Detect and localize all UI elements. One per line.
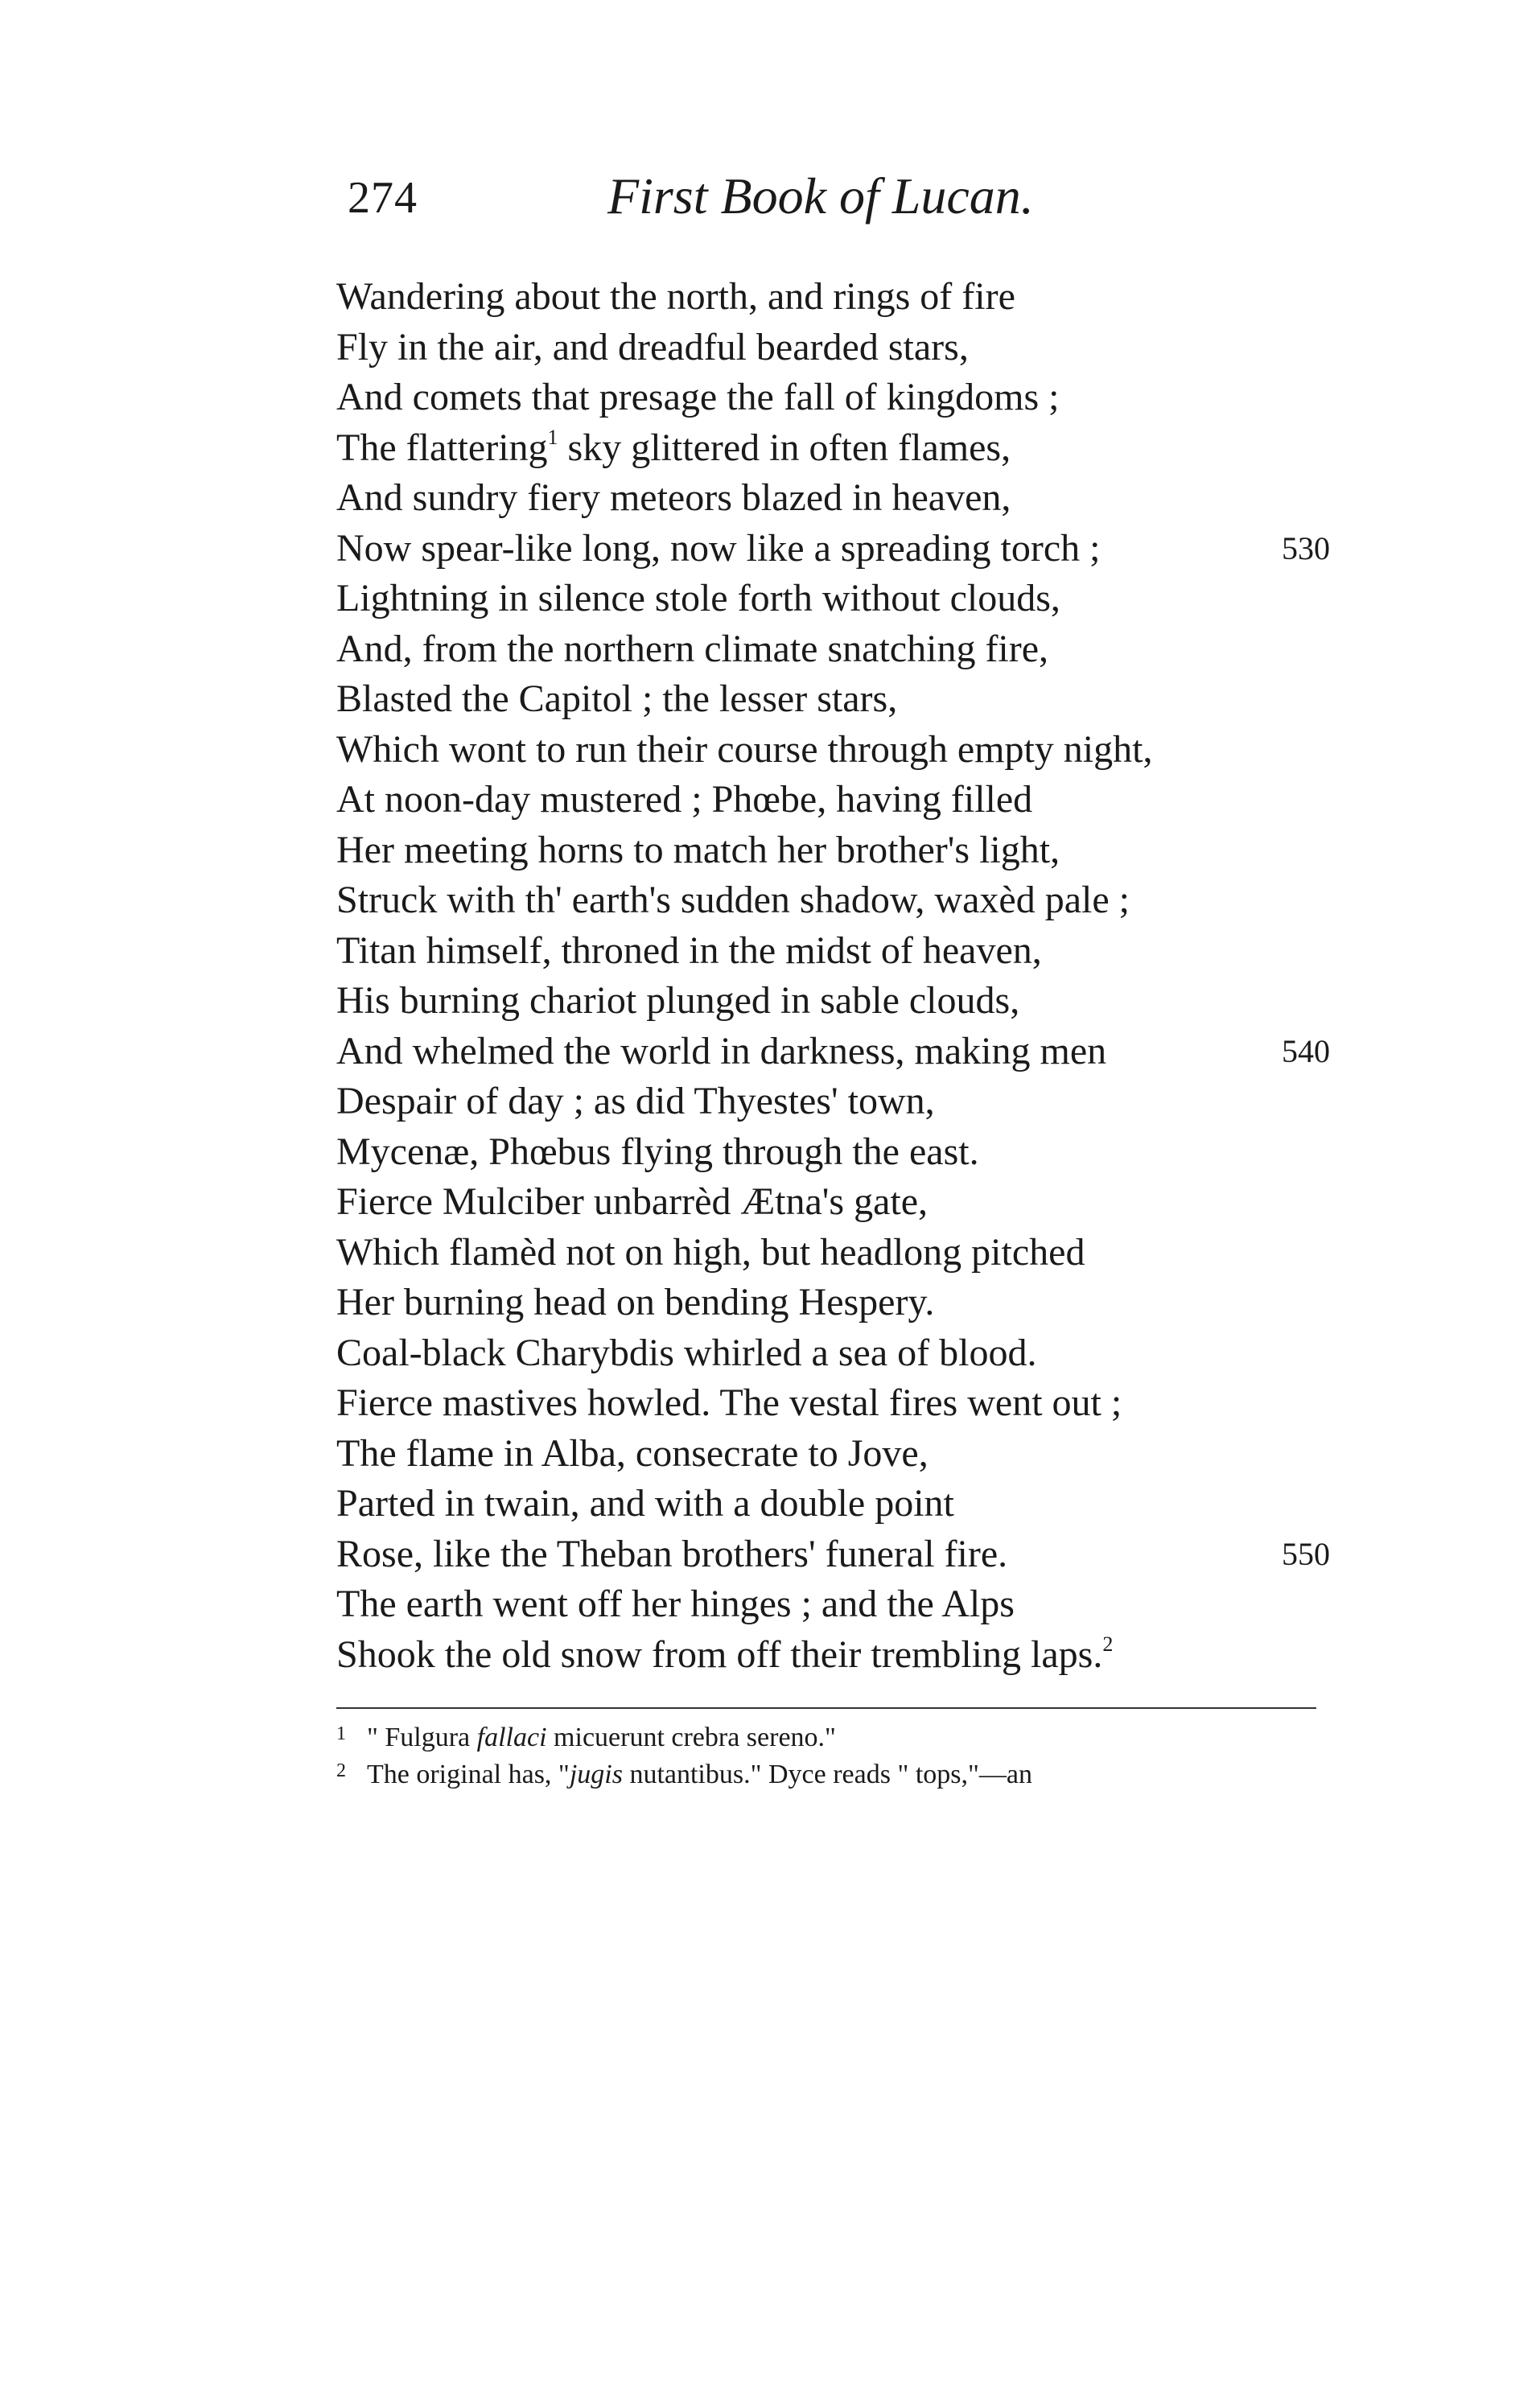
verse-line: Lightning in silence stole forth without clouds,: [336, 577, 1060, 620]
verse-line: Coal-black Charybdis whirled a sea of blood.: [336, 1331, 1037, 1374]
footnote-1: 1 " Fulgura fallaci micuerunt crebra sereno.": [336, 1715, 1326, 1752]
footnote-ref-2: 2: [1102, 1632, 1114, 1656]
verse-line: And sundry fiery meteors blazed in heaven,: [336, 476, 1011, 519]
verse-line: Fierce Mulciber unbarrèd Ætna's gate,: [336, 1180, 929, 1223]
verse-line: His burning chariot plunged in sable clouds,: [336, 979, 1020, 1022]
page-number: 274: [348, 173, 418, 223]
footnotes: [336, 1715, 1326, 1789]
verse-line: And comets that presage the fall of kingdoms ;: [336, 376, 1060, 418]
footnote-2: 2 The original has, "jugis nutantibus." Dyce reads " tops,"—an: [336, 1752, 1326, 1789]
verse-line: Now spear-like long, now like a spreading torch ; 530: [336, 524, 1350, 574]
poem: [336, 272, 1350, 1680]
verse-line: Wandering about the north, and rings of fire: [336, 275, 1015, 318]
verse-line: Mycenæ, Phœbus flying through the east.: [336, 1130, 979, 1173]
line-number: 540: [1282, 1032, 1330, 1069]
footnote-rule: [336, 1707, 1316, 1709]
verse-line: And, from the northern climate snatching fire,: [336, 627, 1049, 670]
verse-line: Which flamèd not on high, but headlong pitched: [336, 1230, 1085, 1274]
verse-line: Blasted the Capitol ; the lesser stars,: [336, 677, 898, 720]
verse-line: Struck with th' earth's sudden shadow, waxèd pale ;: [336, 879, 1130, 921]
verse-line: Fly in the air, and dreadful bearded stars,: [336, 325, 969, 368]
verse-line: Parted in twain, and with a double point: [336, 1482, 954, 1525]
footnote-number: 2: [336, 1760, 346, 1781]
verse-line: And whelmed the world in darkness, making men 540: [336, 1027, 1350, 1077]
footnote-number: 1: [336, 1723, 346, 1744]
verse-line: Fierce mastives howled. The vestal fires went out ;: [336, 1381, 1122, 1424]
verse-line: Shook the old snow from off their trembling laps.$^2$: [336, 1632, 1114, 1676]
verse-line: The flame in Alba, consecrate to Jove,: [336, 1431, 929, 1475]
line-number: 550: [1282, 1535, 1330, 1572]
verse-line: The flattering$^1$ sky glittered in often flames,: [336, 425, 1011, 469]
verse-line: Titan himself, throned in the midst of heaven,: [336, 928, 1042, 972]
line-number: 530: [1282, 529, 1330, 566]
verse-line: Rose, like the Theban brothers' funeral fire. 550: [336, 1529, 1350, 1580]
verse-line: Despair of day ; as did Thyestes' town,: [336, 1080, 935, 1122]
verse-line: Her meeting horns to match her brother's light,: [336, 828, 1060, 871]
verse-line: Her burning head on bending Hespery.: [336, 1281, 935, 1323]
footnote-ref-1: 1: [547, 425, 558, 449]
verse-line: Which wont to run their course through empty night,: [336, 727, 1153, 771]
verse-line: The earth went off her hinges ; and the Alps: [336, 1583, 1015, 1625]
running-head: First Book of Lucan.: [607, 167, 1034, 224]
verse-line: At noon-day mustered ; Phœbe, having filled: [336, 778, 1033, 821]
